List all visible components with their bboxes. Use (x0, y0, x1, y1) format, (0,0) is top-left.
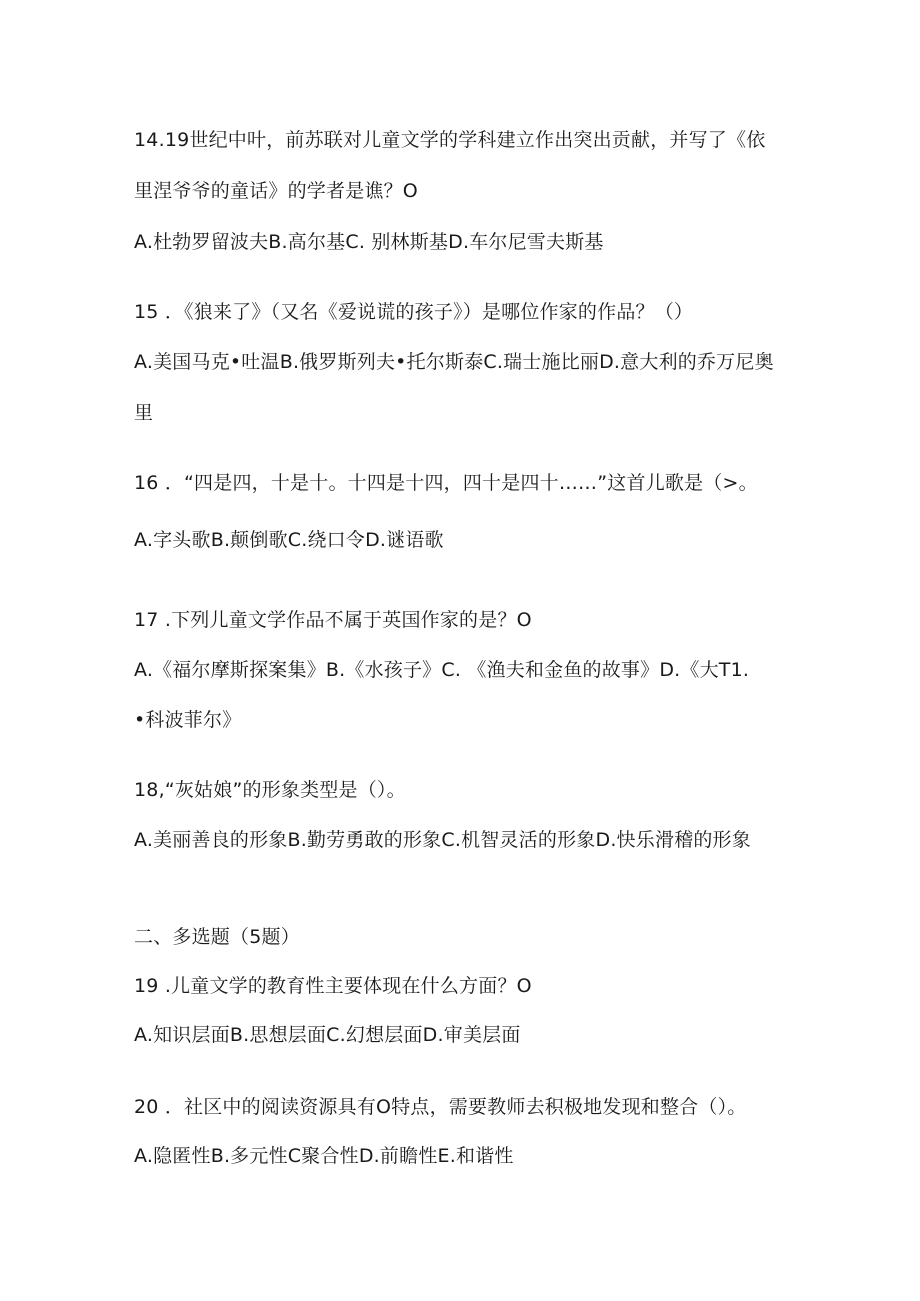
q20-stem: 20 ．社区中的阅读资源具有O特点，需要教师去积极地发现和整合（）。 (134, 1096, 747, 1118)
q20-options: A.隐匿性B.多元性C聚合性D.前瞻性E.和谐性 (134, 1145, 514, 1167)
q17-options-line2: •科波菲尔》 (134, 709, 242, 731)
q18-stem: 18,“灰姑娘”的形象类型是（）。 (134, 779, 406, 801)
q19-options: A.知识层面B.思想层面C.幻想层面D.审美层面 (134, 1024, 521, 1046)
q18-options: A.美丽善良的形象B.勤劳勇敢的形象C.机智灵活的形象D.快乐滑稽的形象 (134, 829, 751, 851)
q17-stem: 17 .下列儿童文学作品不属于英国作家的是？O (134, 609, 532, 631)
q14-stem-line1: 14.19世纪中叶，前苏联对儿童文学的学科建立作出突出贡献，并写了《依 (134, 129, 766, 151)
q14-stem-line2: 里涅爷爷的童话》的学者是谯？O (134, 180, 418, 202)
q14-options: A.杜勃罗留波夫B.高尔基C. 别林斯基D.车尔尼雪夫斯基 (134, 231, 604, 253)
section-heading-multiple-choice: 二、多选题（5题） (134, 926, 300, 948)
q19-stem: 19 .儿童文学的教育性主要体现在什么方面？O (134, 975, 532, 997)
q16-stem: 16 ．“四是四，十是十。十四是十四，四十是四十……”这首儿歌是（>。 (134, 472, 758, 494)
q16-options: A.字头歌B.颠倒歌C.绕口令D.谜语歌 (134, 529, 444, 551)
q15-options-line2: 里 (134, 402, 154, 424)
q15-options-line1: A.美国马克•吐温B.俄罗斯列夫•托尔斯泰C.瑞士施比丽D.意大利的乔万尼奥 (134, 351, 774, 373)
q15-stem: 15 ．《狼来了》（又名《爱说谎的孩子》）是哪位作家的作品？（） (134, 301, 694, 323)
q17-options-line1: A.《福尔摩斯探案集》B.《水孩子》C. 《渔夫和金鱼的故事》D.《大T1. (134, 659, 750, 681)
